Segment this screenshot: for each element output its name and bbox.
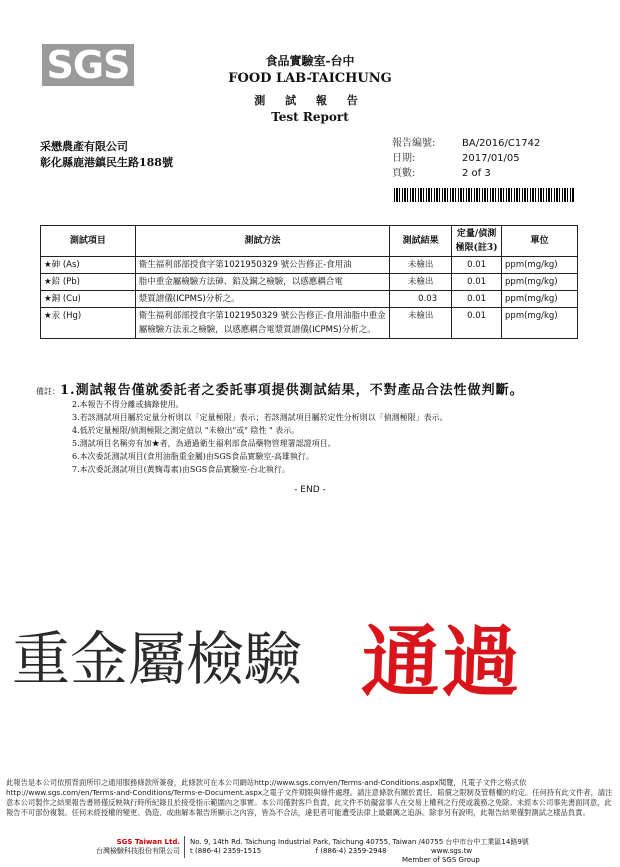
cell-result: 未檢出 [390, 257, 452, 274]
note-item: 4.低於定量極限/偵測極限之測定值以 "未檢出"或" 陰性 " 表示。 [72, 426, 300, 435]
note-item: 6.本次委託測試項目(食用油脂重金屬)由SGS食品實驗室-高雄執行。 [72, 452, 314, 461]
cell-result: 未檢出 [390, 308, 452, 339]
report-no: BA/2016/C1742 [462, 138, 541, 149]
client-block [40, 139, 173, 171]
report-title-cn: 測 試 報 告 [254, 94, 366, 107]
cell-method: 衛生福利部部授食字第1021950329 號公告修正-食用油脂中重金屬檢驗方法汞之檢驗，以感應耦合電漿質譜儀(ICPMS)分析之。 [135, 308, 389, 339]
cell-method: 衛生福利部部授食字第1021950329 號公告修正-食用油 [135, 257, 389, 274]
cell-unit: ppm(mg/kg) [502, 257, 578, 274]
cell-limit: 0.01 [452, 291, 502, 308]
header-result: 測試結果 [390, 226, 452, 257]
lab-title-cn: 食品實驗室-台中 [265, 54, 355, 68]
notes-block [36, 384, 524, 476]
cell-result: 0.03 [390, 291, 452, 308]
footer-web: www.sgs.tw [430, 847, 473, 855]
client-name: 采懋農產有限公司 [40, 140, 128, 153]
report-date: 2017/01/05 [462, 153, 520, 164]
footer-member: Member of SGS Group [402, 856, 480, 864]
note-item: 3.若該測試項目屬於定量分析則以「定量極限」表示；若該測試項目屬於定性分析則以「偵測極限」表示。 [72, 413, 448, 422]
note-item: 7.本次委託測試項目(黃麴毒素)由SGS食品實驗室-台北執行。 [72, 465, 290, 474]
cell-limit: 0.01 [452, 308, 502, 339]
table-row [41, 308, 578, 339]
cell-unit: ppm(mg/kg) [502, 274, 578, 291]
notes-label: 備註： [36, 387, 60, 396]
footer-tel: t (886-4) 2359-1515 [190, 847, 262, 855]
table-header-row [41, 226, 578, 257]
sgs-logo: SGS [42, 44, 134, 86]
cell-unit: ppm(mg/kg) [502, 308, 578, 339]
report-info [392, 136, 540, 181]
header-limit: 定量/偵測極限(註3) [452, 226, 502, 257]
footer-company-en: SGS Taiwan Ltd. [116, 838, 180, 846]
fine-print: 此報告是本公司依照背面所印之通用服務條款所簽發，此條款可在本公司網站http://www.sgs.com/en/Terms-and-Conditions.aspx閱覽，凡電子文件之格式依http://www.sgs.com/en/Terms-and-Conditions/Terms-e-Document.aspx之電子文件期限與條件處理。請注意條款有關於責任、賠償之限制及管轄權的約定。任何持有此文件者，請注意本公司製作之結果報告書將僅反映執行時所紀錄且於接受指示範圍內之事實。本公司僅對客戶負責，此文件不妨礙當事人在交易上權利之行使或義務之免除。未經本公司事先書面同意，此報告不可部份複製。任何未經授權的變更、偽造、或曲解本報告所顯示之內容，皆為不合法，違犯者可能遭受法律上最嚴厲之追訴。除非另有說明，此報告結果僅對測試之樣品負責。 [6, 778, 613, 817]
table-row [41, 257, 578, 274]
cell-result: 未檢出 [390, 274, 452, 291]
cell-limit: 0.01 [452, 274, 502, 291]
footer-company-cn: 台灣檢驗科技股份有限公司 [96, 847, 180, 855]
report-page-label: 頁數: [392, 168, 416, 179]
barcode [394, 188, 574, 202]
footer [0, 836, 620, 862]
cell-item: ★鉛 (Pb) [41, 274, 136, 291]
footer-divider [184, 836, 185, 858]
cell-item: ★銅 (Cu) [41, 291, 136, 308]
report-no-label: 報告編號: [392, 138, 436, 149]
footer-fax: f (886-4) 2359-2948 [315, 847, 387, 855]
report-page: 2 of 3 [462, 168, 491, 179]
pass-stamp: 通過 [360, 618, 524, 708]
note-item: 1.測試報告僅就委託者之委託事項提供測試結果，不對產品合法性做判斷。 [60, 383, 524, 398]
cell-limit: 0.01 [452, 257, 502, 274]
note-item: 2.本報告不得分離或摘錄使用。 [72, 400, 184, 409]
footer-address: No. 9, 14th Rd. Taichung Industrial Park, Taichung 40755, Taiwan /40755 台中市台中工業區14路9號 [190, 838, 529, 846]
results-table [40, 225, 578, 339]
note-item: 5.測試項目名稱旁有加★者，為通過衛生福利部食品藥物管理署認證項目。 [72, 439, 336, 448]
cell-method: 脂中重金屬檢驗方法砷、鉛及銅之檢驗，以感應耦合電 [135, 274, 389, 291]
table-row [41, 291, 578, 308]
cell-unit: ppm(mg/kg) [502, 291, 578, 308]
cell-item: ★砷 (As) [41, 257, 136, 274]
header-unit: 單位 [502, 226, 578, 257]
overlay-caption: 重金屬檢驗 [12, 625, 303, 693]
client-address: 彰化縣鹿港鎮民生路188號 [40, 156, 173, 169]
report-date-label: 日期: [392, 153, 416, 164]
cell-method: 漿質譜儀(ICPMS)分析之。 [135, 291, 389, 308]
header-method: 測試方法 [135, 226, 389, 257]
table-row [41, 274, 578, 291]
end-marker: - END - [294, 485, 326, 495]
lab-title-en: FOOD LAB-TAICHUNG [228, 71, 392, 86]
header-item: 測試項目 [41, 226, 136, 257]
report-title-en: Test Report [271, 110, 349, 124]
cell-item: ★汞 (Hg) [41, 308, 136, 339]
